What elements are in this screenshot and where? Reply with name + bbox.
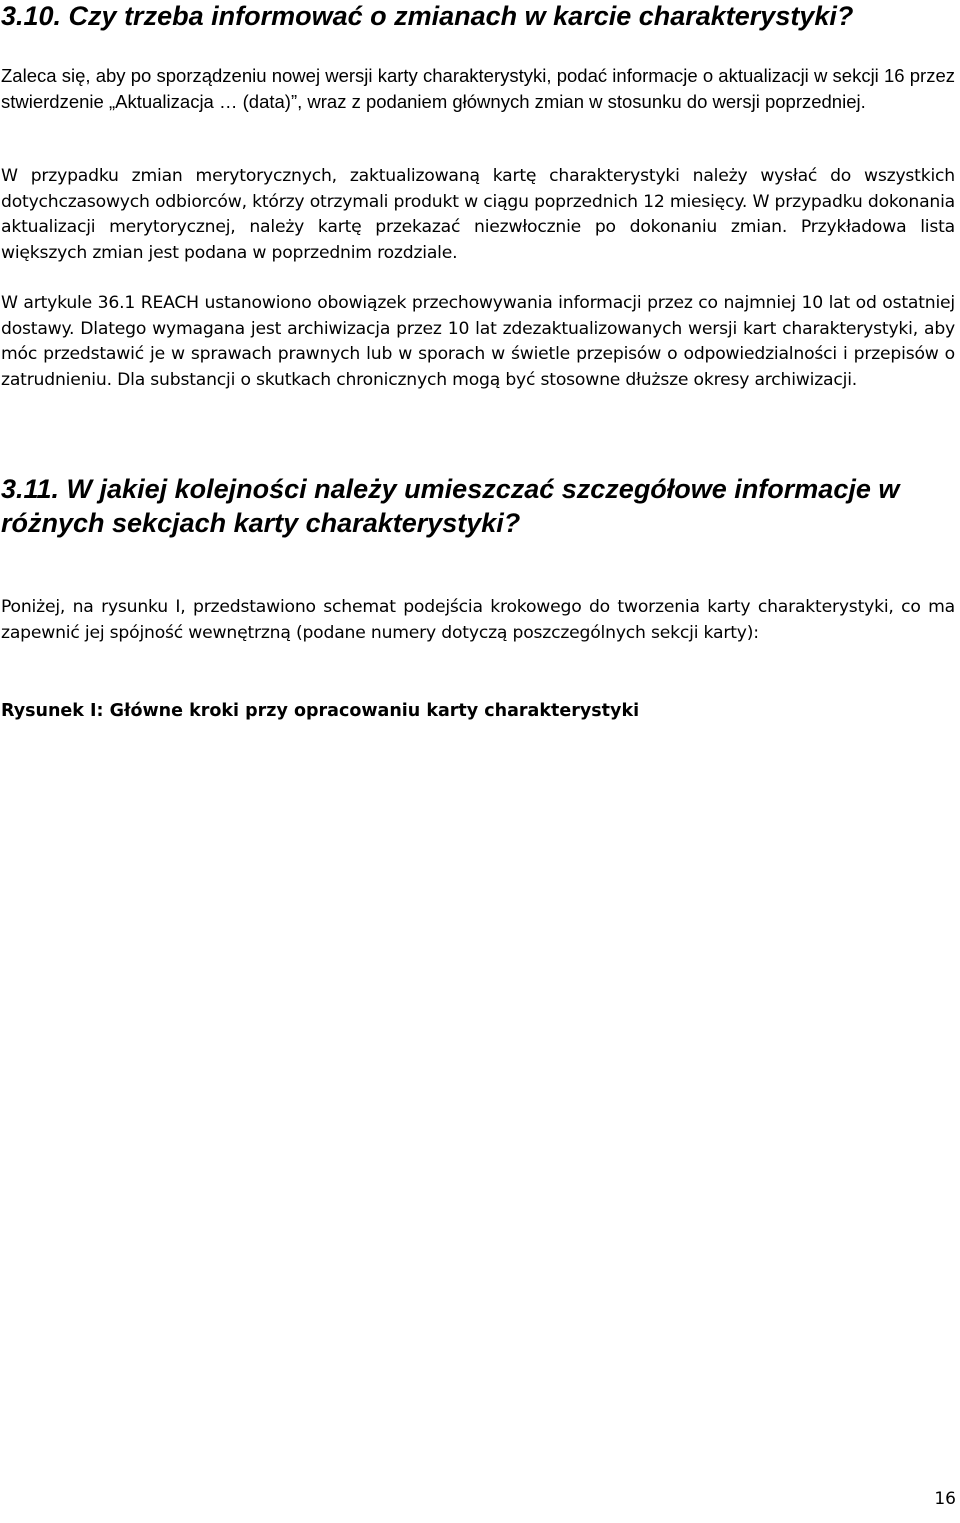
- figure-title: Rysunek I: Główne kroki przy opracowaniu karty charakterystyki: [1, 701, 640, 721]
- section-3-10-paragraph-1: Zaleca się, aby po sporządzeniu nowej wersji karty charakterystyki, podać informacje o aktualizacji w sekcji 16 przez stwierdzenie „Aktualizacja … (data)”, wraz z podaniem głównych zmian w stosunku do wersji poprzedniej.: [1, 65, 955, 112]
- section-3-11-heading: 3.11. W jakiej kolejności należy umieszczać szczegółowe informacje w różnych sekcjach karty charakterystyki?: [1, 474, 900, 538]
- section-3-10-paragraph-2: W przypadku zmian merytorycznych, zaktualizowaną kartę charakterystyki należy wysłać do wszystkich dotychczasowych odbiorców, którzy otrzymali produkt w ciągu poprzednich 12 miesięcy. W przypadku dokonania aktualizacji merytorycznej, należy kartę przekazać niezwłocznie po dokonaniu zmian. Przykładowa lista większych zmian jest podana w poprzednim rozdziale.: [1, 166, 955, 263]
- section-3-10-paragraph-3: W artykule 36.1 REACH ustanowiono obowiązek przechowywania informacji przez co najmniej 10 lat od ostatniej dostawy. Dlatego wymagana jest archiwizacja przez 10 lat zdezaktualizowanych wersji kart charakterystyki, aby móc przedstawić je w sprawach prawnych lub w sporach w świetle przepisów o odpowiedzialności i przepisów o zatrudnieniu. Dla substancji o skutkach chronicznych mogą być stosowne dłuższe okresy archiwizacji.: [1, 293, 955, 390]
- page-number: 16: [934, 1489, 956, 1509]
- section-3-11-paragraph-1: Poniżej, na rysunku I, przedstawiono schemat podejścia krokowego do tworzenia karty charakterystyki, co ma zapewnić jej spójność wewnętrzną (podane numery dotyczą poszczególnych sekcji karty):: [1, 597, 955, 643]
- section-3-10-heading: 3.10. Czy trzeba informować o zmianach w karcie charakterystyki?: [1, 1, 854, 31]
